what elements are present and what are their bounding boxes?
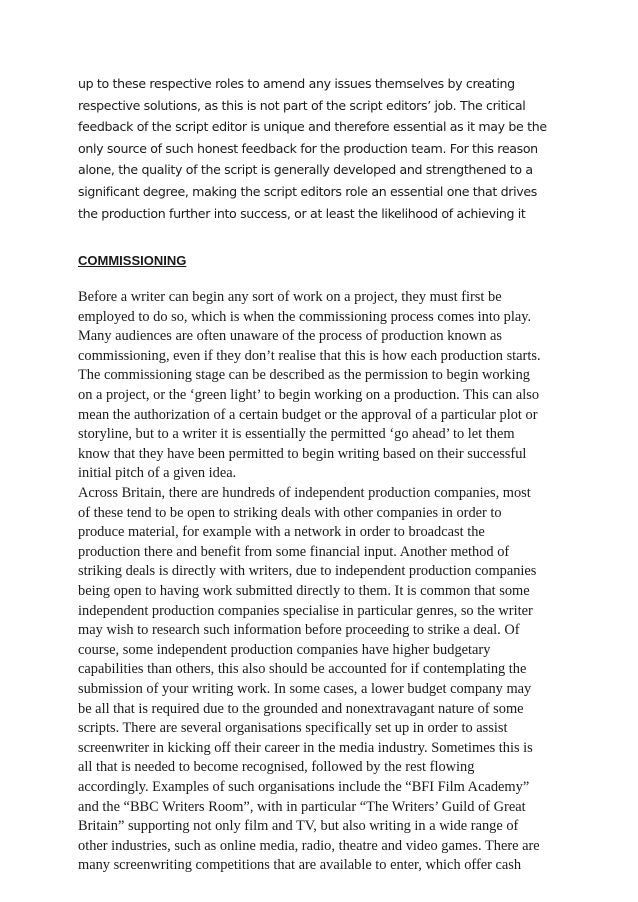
text-line: production there and benefit from some financial input. Another method of [78,543,510,560]
text-line: scripts. There are several organisations specifically set up in order to assist [78,720,508,737]
text-line: mean the authorization of a certain budget or the approval of a particular plot or [78,406,538,423]
text-line: on a project, or the ‘green light’ to begin working on a production. This can also [78,386,540,403]
text-line: other industries, such as online media, radio, theatre and video games. There are [78,837,540,854]
text-line: produce material, for example with a network in order to broadcast the [78,524,485,541]
paragraph-production-companies [78,484,570,876]
text-line: feedback of the script editor is unique and therefore essential as it may be the [78,119,547,135]
text-line: may wish to research such information before proceeding to strike a deal. Of [78,622,520,639]
text-line: of these tend to be open to striking deals with other companies in order to [78,504,502,521]
paragraph-script-editor [78,73,568,224]
text-line: storyline, but to a writer it is essentially the permitted ‘go ahead’ to let them [78,426,515,443]
text-line: and the “BBC Writers Room”, with in particular “The Writers’ Guild of Great [78,798,526,815]
text-line: being open to having work submitted directly to them. It is common that some [78,582,530,599]
text-line: the production further into success, or at least the likelihood of achieving it [78,205,526,221]
text-line: striking deals is directly with writers, due to independent production companies [78,563,537,580]
text-line: Many audiences are often unaware of the process of production known as [78,328,502,345]
text-line: Across Britain, there are hundreds of independent production companies, most [78,485,531,501]
text-line: up to these respective roles to amend any issues themselves by creating [78,76,515,91]
text-line: independent production companies specialise in particular genres, so the writer [78,602,533,619]
text-line: all that is needed to become recognised, followed by the rest flowing [78,759,475,776]
text-line: course, some independent production companies have higher budgetary [78,641,491,658]
text-line: know that they have been permitted to begin writing based on their successful [78,445,527,462]
text-line: be all that is required due to the grounded and nonextravagant nature of some [78,700,524,717]
text-line: screenwriter in kicking off their career in the media industry. Sometimes this is [78,739,533,756]
text-line: alone, the quality of the script is generally developed and strengthened to a [78,162,533,178]
text-line: capabilities than others, this also should be accounted for if contemplating the [78,661,527,678]
section-heading: COMMISSIONING [78,253,187,268]
text-line: submission of your writing work. In some cases, a lower budget company may [78,680,532,697]
text-line: significant degree, making the script editors role an essential one that drives [78,183,537,199]
text-line: only source of such honest feedback for the production team. For this reason [78,140,538,156]
text-line: accordingly. Examples of such organisations include the “BFI Film Academy” [78,778,530,795]
paragraph-commissioning [78,288,570,484]
text-line: Britain” supporting not only film and TV, but also writing in a wide range of [78,818,519,835]
text-line: initial pitch of a given idea. [78,465,237,482]
text-line: Before a writer can begin any sort of work on a project, they must first be [78,289,502,305]
text-line: The commissioning stage can be described as the permission to begin working [78,367,531,384]
text-line: employed to do so, which is when the commissioning process comes into play. [78,308,532,325]
text-line: many screenwriting competitions that are available to enter, which offer cash [78,857,522,874]
text-line: commissioning, even if they don’t realise that this is how each production starts. [78,347,541,364]
text-line: respective solutions, as this is not part of the script editors’ job. The critical [78,97,526,113]
